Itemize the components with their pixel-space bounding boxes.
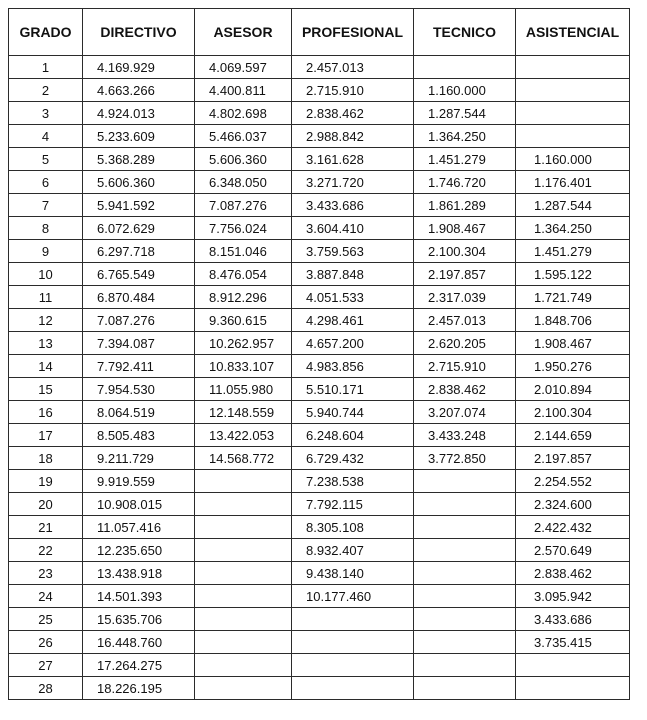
table-row [9, 539, 630, 562]
table-row [9, 447, 630, 470]
table-row [9, 470, 630, 493]
cell-asistencial [516, 654, 630, 677]
cell-grado: 14 [9, 355, 83, 378]
table-row [9, 102, 630, 125]
cell-profesional: 2.715.910 [292, 79, 414, 102]
header-grado: GRADO [9, 9, 83, 56]
cell-directivo: 7.394.087 [83, 332, 195, 355]
cell-grado: 16 [9, 401, 83, 424]
cell-asesor: 7.087.276 [195, 194, 292, 217]
cell-tecnico: 1.287.544 [414, 102, 516, 125]
cell-asesor [195, 470, 292, 493]
cell-grado: 11 [9, 286, 83, 309]
cell-profesional: 2.988.842 [292, 125, 414, 148]
cell-asistencial: 2.838.462 [516, 562, 630, 585]
cell-profesional [292, 608, 414, 631]
cell-asistencial: 1.160.000 [516, 148, 630, 171]
cell-directivo: 5.368.289 [83, 148, 195, 171]
cell-directivo: 4.169.929 [83, 56, 195, 79]
cell-directivo: 5.941.592 [83, 194, 195, 217]
cell-tecnico [414, 493, 516, 516]
cell-profesional [292, 631, 414, 654]
cell-asesor [195, 677, 292, 700]
table-row [9, 194, 630, 217]
cell-grado: 2 [9, 79, 83, 102]
table-row [9, 286, 630, 309]
cell-directivo: 7.792.411 [83, 355, 195, 378]
cell-asesor [195, 585, 292, 608]
cell-tecnico: 1.908.467 [414, 217, 516, 240]
cell-directivo: 7.087.276 [83, 309, 195, 332]
header-directivo: DIRECTIVO [83, 9, 195, 56]
cell-tecnico: 3.207.074 [414, 401, 516, 424]
cell-profesional: 9.438.140 [292, 562, 414, 585]
cell-asesor: 6.348.050 [195, 171, 292, 194]
cell-profesional [292, 654, 414, 677]
cell-tecnico [414, 608, 516, 631]
cell-asesor [195, 493, 292, 516]
cell-asistencial: 3.735.415 [516, 631, 630, 654]
cell-grado: 6 [9, 171, 83, 194]
cell-grado: 5 [9, 148, 83, 171]
cell-profesional: 3.604.410 [292, 217, 414, 240]
cell-profesional: 5.510.171 [292, 378, 414, 401]
cell-grado: 26 [9, 631, 83, 654]
salary-scale-table [8, 8, 630, 700]
cell-directivo: 10.908.015 [83, 493, 195, 516]
cell-directivo: 13.438.918 [83, 562, 195, 585]
cell-grado: 21 [9, 516, 83, 539]
cell-asistencial: 2.197.857 [516, 447, 630, 470]
cell-asesor: 5.466.037 [195, 125, 292, 148]
cell-asesor: 5.606.360 [195, 148, 292, 171]
cell-asesor: 8.151.046 [195, 240, 292, 263]
cell-asesor [195, 631, 292, 654]
cell-asistencial: 2.010.894 [516, 378, 630, 401]
table-row [9, 240, 630, 263]
cell-tecnico: 2.457.013 [414, 309, 516, 332]
cell-asesor: 11.055.980 [195, 378, 292, 401]
cell-directivo: 5.233.609 [83, 125, 195, 148]
cell-asistencial [516, 102, 630, 125]
table-body [9, 56, 630, 700]
cell-grado: 3 [9, 102, 83, 125]
cell-profesional: 8.305.108 [292, 516, 414, 539]
cell-asistencial: 2.100.304 [516, 401, 630, 424]
cell-asesor [195, 654, 292, 677]
table-row [9, 654, 630, 677]
cell-tecnico [414, 631, 516, 654]
cell-directivo: 9.919.559 [83, 470, 195, 493]
cell-asesor [195, 539, 292, 562]
cell-tecnico: 2.317.039 [414, 286, 516, 309]
cell-tecnico: 2.620.205 [414, 332, 516, 355]
cell-profesional: 4.657.200 [292, 332, 414, 355]
cell-asistencial: 2.254.552 [516, 470, 630, 493]
cell-asistencial: 1.908.467 [516, 332, 630, 355]
cell-asesor: 9.360.615 [195, 309, 292, 332]
cell-asesor: 4.069.597 [195, 56, 292, 79]
cell-profesional: 7.238.538 [292, 470, 414, 493]
cell-asesor [195, 516, 292, 539]
table-row [9, 125, 630, 148]
table-row [9, 378, 630, 401]
cell-asistencial: 3.433.686 [516, 608, 630, 631]
cell-grado: 9 [9, 240, 83, 263]
cell-grado: 27 [9, 654, 83, 677]
cell-grado: 1 [9, 56, 83, 79]
cell-tecnico: 1.746.720 [414, 171, 516, 194]
cell-asistencial: 1.451.279 [516, 240, 630, 263]
cell-asistencial [516, 677, 630, 700]
cell-grado: 13 [9, 332, 83, 355]
cell-directivo: 18.226.195 [83, 677, 195, 700]
table-row [9, 148, 630, 171]
cell-directivo: 11.057.416 [83, 516, 195, 539]
cell-asistencial: 2.570.649 [516, 539, 630, 562]
header-profesional: PROFESIONAL [292, 9, 414, 56]
cell-grado: 28 [9, 677, 83, 700]
cell-directivo: 7.954.530 [83, 378, 195, 401]
cell-profesional: 6.248.604 [292, 424, 414, 447]
cell-grado: 22 [9, 539, 83, 562]
cell-asesor: 14.568.772 [195, 447, 292, 470]
cell-grado: 15 [9, 378, 83, 401]
table-row [9, 332, 630, 355]
cell-profesional: 2.838.462 [292, 102, 414, 125]
cell-tecnico: 2.197.857 [414, 263, 516, 286]
cell-tecnico: 1.364.250 [414, 125, 516, 148]
table-row [9, 309, 630, 332]
cell-profesional: 6.729.432 [292, 447, 414, 470]
cell-tecnico [414, 562, 516, 585]
cell-asistencial [516, 125, 630, 148]
cell-asistencial: 1.287.544 [516, 194, 630, 217]
cell-directivo: 8.064.519 [83, 401, 195, 424]
table-row [9, 677, 630, 700]
cell-profesional: 7.792.115 [292, 493, 414, 516]
table-row [9, 217, 630, 240]
cell-tecnico: 1.160.000 [414, 79, 516, 102]
table-row [9, 56, 630, 79]
cell-grado: 25 [9, 608, 83, 631]
cell-asistencial [516, 79, 630, 102]
table-row [9, 493, 630, 516]
table-row [9, 263, 630, 286]
cell-asesor [195, 562, 292, 585]
cell-asesor: 7.756.024 [195, 217, 292, 240]
header-row [9, 9, 630, 56]
cell-asesor [195, 608, 292, 631]
cell-profesional: 3.759.563 [292, 240, 414, 263]
cell-tecnico: 3.772.850 [414, 447, 516, 470]
cell-profesional: 8.932.407 [292, 539, 414, 562]
table-row [9, 562, 630, 585]
cell-grado: 19 [9, 470, 83, 493]
cell-profesional: 5.940.744 [292, 401, 414, 424]
cell-grado: 10 [9, 263, 83, 286]
table-row [9, 585, 630, 608]
cell-asistencial: 1.848.706 [516, 309, 630, 332]
cell-grado: 18 [9, 447, 83, 470]
cell-asesor: 10.262.957 [195, 332, 292, 355]
cell-profesional: 4.983.856 [292, 355, 414, 378]
cell-asesor: 4.400.811 [195, 79, 292, 102]
cell-tecnico [414, 516, 516, 539]
cell-directivo: 6.297.718 [83, 240, 195, 263]
cell-tecnico [414, 539, 516, 562]
table-row [9, 424, 630, 447]
cell-asesor: 13.422.053 [195, 424, 292, 447]
cell-directivo: 12.235.650 [83, 539, 195, 562]
cell-directivo: 16.448.760 [83, 631, 195, 654]
cell-profesional: 4.051.533 [292, 286, 414, 309]
table-row [9, 355, 630, 378]
header-tecnico: TECNICO [414, 9, 516, 56]
cell-directivo: 6.072.629 [83, 217, 195, 240]
cell-tecnico [414, 677, 516, 700]
cell-grado: 20 [9, 493, 83, 516]
cell-asistencial: 3.095.942 [516, 585, 630, 608]
cell-asesor: 8.476.054 [195, 263, 292, 286]
cell-asistencial: 2.422.432 [516, 516, 630, 539]
cell-profesional: 4.298.461 [292, 309, 414, 332]
cell-directivo: 4.924.013 [83, 102, 195, 125]
cell-asesor: 4.802.698 [195, 102, 292, 125]
cell-tecnico: 3.433.248 [414, 424, 516, 447]
cell-grado: 8 [9, 217, 83, 240]
cell-asesor: 8.912.296 [195, 286, 292, 309]
cell-profesional: 3.271.720 [292, 171, 414, 194]
cell-directivo: 5.606.360 [83, 171, 195, 194]
cell-grado: 4 [9, 125, 83, 148]
cell-directivo: 15.635.706 [83, 608, 195, 631]
cell-tecnico: 2.100.304 [414, 240, 516, 263]
cell-directivo: 17.264.275 [83, 654, 195, 677]
cell-grado: 7 [9, 194, 83, 217]
cell-asistencial: 1.364.250 [516, 217, 630, 240]
table-row [9, 171, 630, 194]
cell-profesional [292, 677, 414, 700]
cell-profesional: 2.457.013 [292, 56, 414, 79]
cell-directivo: 6.870.484 [83, 286, 195, 309]
cell-asistencial [516, 56, 630, 79]
cell-profesional: 3.887.848 [292, 263, 414, 286]
table-row [9, 516, 630, 539]
cell-grado: 12 [9, 309, 83, 332]
cell-tecnico: 1.451.279 [414, 148, 516, 171]
table-row [9, 401, 630, 424]
cell-asistencial: 1.176.401 [516, 171, 630, 194]
cell-tecnico [414, 585, 516, 608]
cell-grado: 24 [9, 585, 83, 608]
table-row [9, 631, 630, 654]
header-asesor: ASESOR [195, 9, 292, 56]
cell-asesor: 10.833.107 [195, 355, 292, 378]
cell-directivo: 14.501.393 [83, 585, 195, 608]
cell-asistencial: 2.324.600 [516, 493, 630, 516]
cell-asesor: 12.148.559 [195, 401, 292, 424]
cell-tecnico [414, 654, 516, 677]
cell-asistencial: 1.721.749 [516, 286, 630, 309]
cell-profesional: 3.433.686 [292, 194, 414, 217]
cell-asistencial: 1.595.122 [516, 263, 630, 286]
cell-tecnico: 2.838.462 [414, 378, 516, 401]
table-row [9, 608, 630, 631]
cell-directivo: 4.663.266 [83, 79, 195, 102]
cell-profesional: 10.177.460 [292, 585, 414, 608]
cell-tecnico: 1.861.289 [414, 194, 516, 217]
table-row [9, 79, 630, 102]
cell-grado: 23 [9, 562, 83, 585]
cell-tecnico [414, 470, 516, 493]
cell-asistencial: 2.144.659 [516, 424, 630, 447]
cell-profesional: 3.161.628 [292, 148, 414, 171]
cell-directivo: 6.765.549 [83, 263, 195, 286]
cell-directivo: 8.505.483 [83, 424, 195, 447]
header-asistencial: ASISTENCIAL [516, 9, 630, 56]
cell-asistencial: 1.950.276 [516, 355, 630, 378]
cell-tecnico: 2.715.910 [414, 355, 516, 378]
cell-grado: 17 [9, 424, 83, 447]
cell-directivo: 9.211.729 [83, 447, 195, 470]
cell-tecnico [414, 56, 516, 79]
